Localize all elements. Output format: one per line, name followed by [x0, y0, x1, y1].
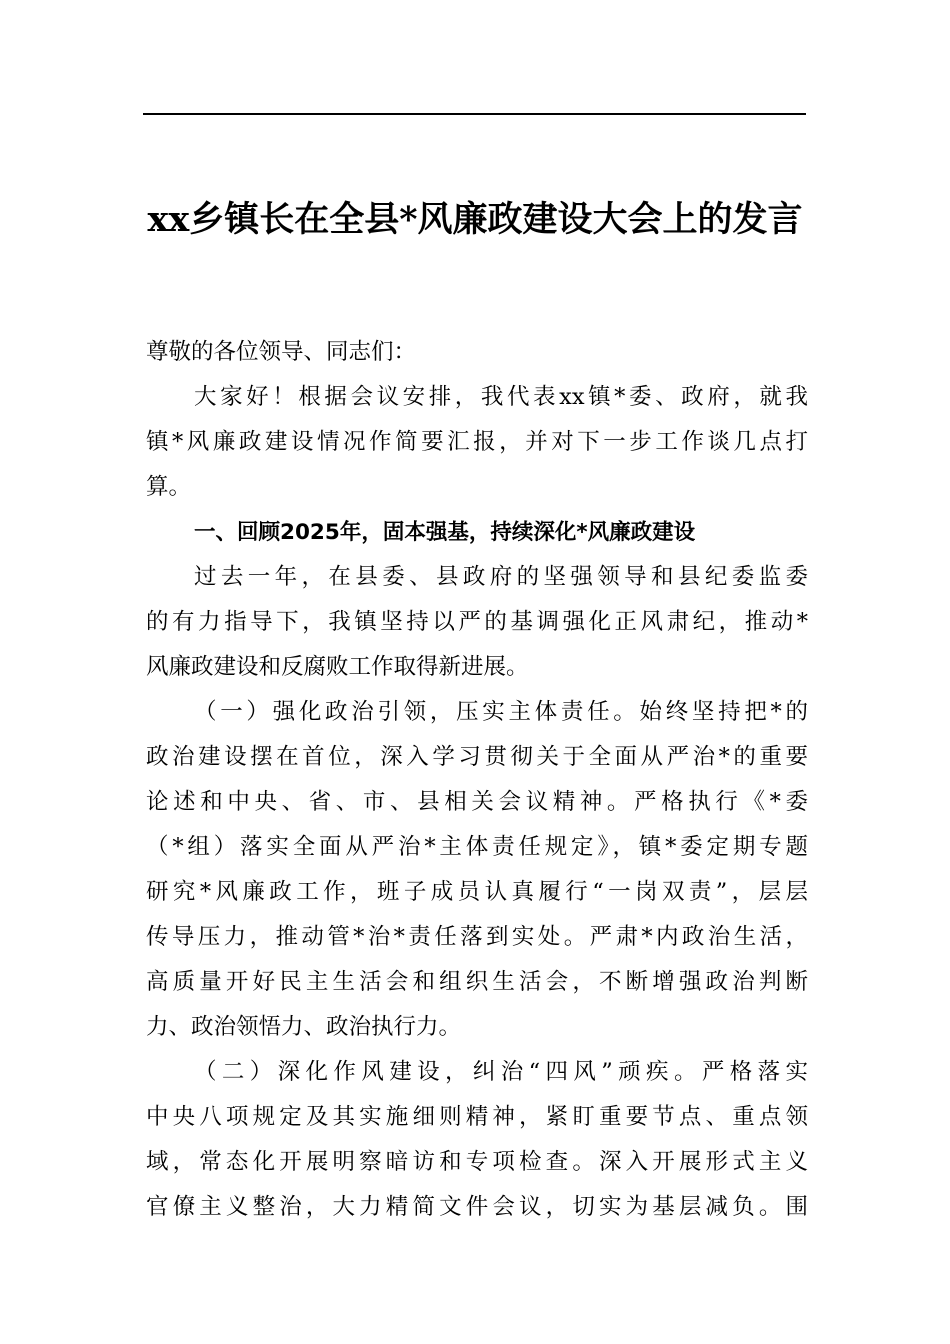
paragraph-line: 域，常态化开展明察暗访和专项检查。深入开展形式主义: [146, 1149, 808, 1175]
paragraph-line: 高质量开好民主生活会和组织生活会，不断增强政治判断: [146, 969, 808, 995]
paragraph-line: 风廉政建设和反腐败工作取得新进展。: [146, 654, 529, 680]
paragraph-line: 政治建设摆在首位，深入学习贯彻关于全面从严治*的重要: [146, 744, 808, 770]
paragraph-line: 研究*风廉政工作，班子成员认真履行“一岗双责”，层层: [146, 879, 808, 905]
paragraph-line: 官僚主义整治，大力精简文件会议，切实为基层减负。围: [146, 1194, 808, 1220]
paragraph-line: 算。: [146, 474, 192, 500]
document-body: [146, 330, 808, 1230]
salutation: 尊敬的各位领导、同志们：: [146, 339, 417, 365]
document-title: xx乡镇长在全县*风廉政建设大会上的发言: [147, 199, 803, 240]
paragraph-line: （一）强化政治引领，压实主体责任。始终坚持把*的: [194, 699, 808, 725]
paragraph-line: 过去一年，在县委、县政府的坚强领导和县纪委监委: [194, 564, 808, 590]
paragraph-line: 的有力指导下，我镇坚持以严的基调强化正风肃纪，推动*: [146, 609, 808, 635]
paragraph-line: 论述和中央、省、市、县相关会议精神。严格执行《*委: [146, 789, 808, 815]
paragraph-line: 大家好！根据会议安排，我代表xx镇*委、政府，就我: [194, 384, 808, 410]
section-heading: 一、回顾2025年，固本强基，持续深化*风廉政建设: [194, 520, 696, 545]
paragraph-line: （二）深化作风建设，纠治“四风”顽疾。严格落实: [194, 1059, 808, 1085]
header-rule: [143, 113, 806, 115]
paragraph-line: 力、政治领悟力、政治执行力。: [146, 1014, 462, 1040]
paragraph-line: 传导压力，推动管*治*责任落到实处。严肃*内政治生活，: [146, 924, 808, 950]
paragraph-line: （*组）落实全面从严治*主体责任规定》，镇*委定期专题: [146, 834, 808, 860]
paragraph-line: 镇*风廉政建设情况作简要汇报，并对下一步工作谈几点打: [146, 429, 808, 455]
paragraph-line: 中央八项规定及其实施细则精神，紧盯重要节点、重点领: [146, 1104, 808, 1130]
